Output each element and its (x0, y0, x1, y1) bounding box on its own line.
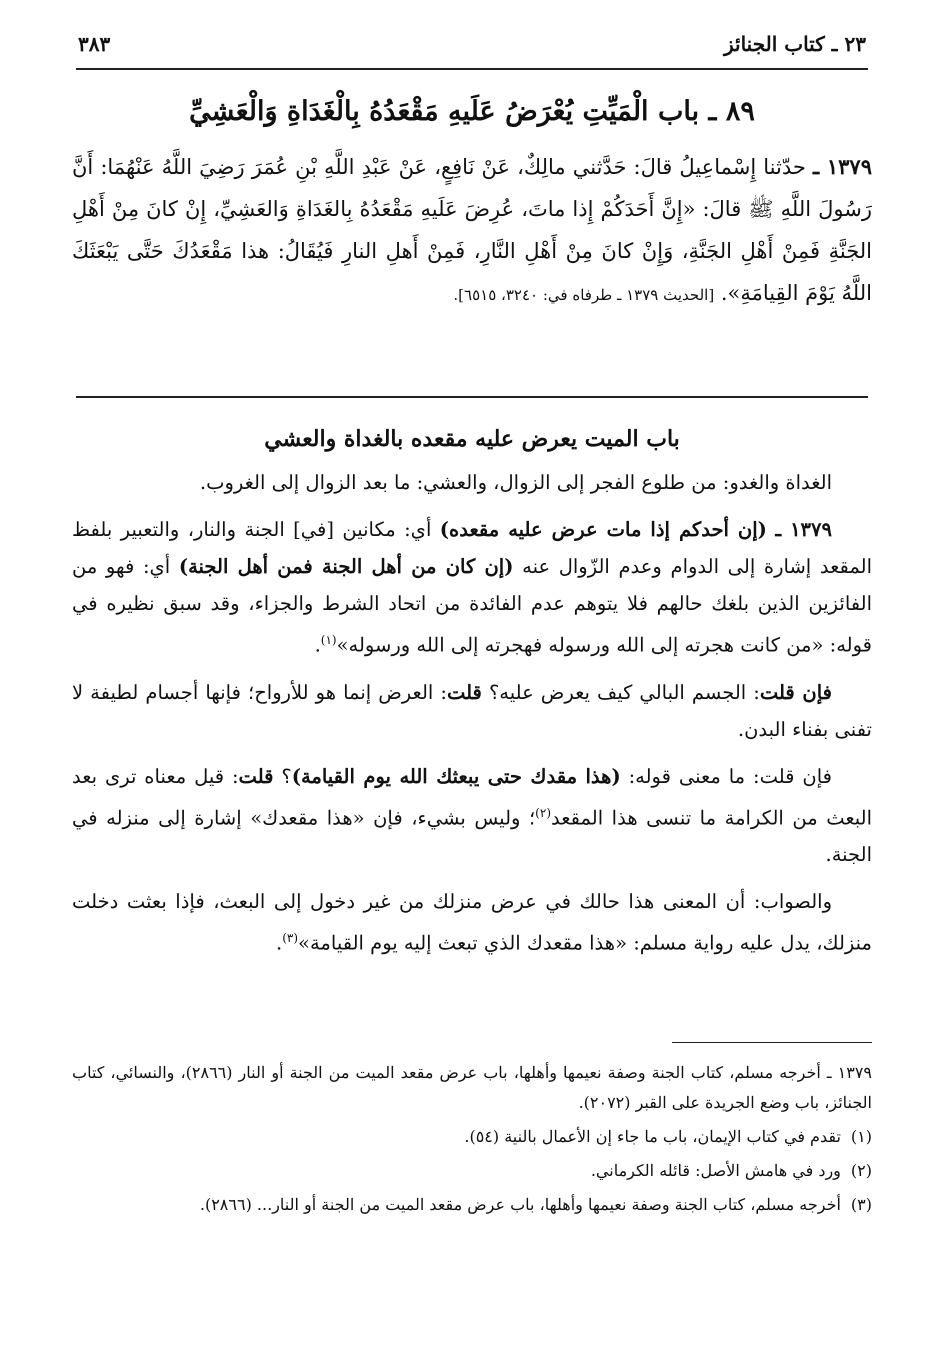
answer-label: قلت (238, 764, 274, 788)
commentary-text: أي: فهو من الفائزين الذين بلغك حالهم فلا يتوهم عدم الفائدة من اتحاد الشرط والجزاء، وقد سبق نظيره في قوله: «من كانت هجرته إلى الله ورسوله فهجرته إلى الله ورسوله» (72, 555, 872, 657)
commentary-paragraph-5 (72, 883, 872, 962)
footnote-marker: (٢) (535, 805, 551, 820)
running-header (78, 30, 866, 64)
punctuation: . (276, 931, 283, 955)
question-text: فإن قلت: ما معنى قوله: (620, 764, 832, 788)
hadith-cross-reference: [الحديث ١٣٧٩ ـ طرفاه في: ٣٢٤٠، ٦٥١٥]. (453, 286, 715, 304)
hadith-body: حدّثنا إِسْماعِيلُ قالَ: حَدَّثني مالِكٌ، عَنْ نَافِعٍ، عَنْ عَبْدِ اللَّهِ بْنِ عُمَرَ رَضِيَ اللَّهُ عَنْهُمَا: أَنَّ رَسُولَ اللَّهِ ﷺ قالَ: «إِنَّ أَحَدَكُمْ إِذا ماتَ، عُرِضَ عَلَيهِ مَقْعَدُهُ بِالغَدَاةِ وَالعَشِيِّ، إِنْ كانَ مِنْ أَهْلِ الجَنَّةِ فَمِنْ أَهْلِ الجَنَّةِ، وَإِنْ كانَ مِنْ أَهْلِ النَّارِ، فَمِنْ أَهلِ النارِ فَيُقَالُ: هذا مَقْعَدُكَ حَتَّى يَبْعَثَكَ اللَّهُ يَوْمَ القِيامَةِ». (72, 155, 872, 305)
answer-label: قلت (446, 680, 482, 704)
commentary-title: باب الميت يعرض عليه مقعده بالغداة والعشي (264, 426, 680, 452)
punctuation: . (314, 633, 321, 657)
footnote-text: تقدم في كتاب الإيمان، باب ما جاء إن الأعمال بالنية (٥٤). (464, 1127, 841, 1146)
commentary-text: أي: مكانين [في] الجنة والنار، والتعبير بلفظ المقعد إشارة إلى الدوام وعدم الزّوال عنه (72, 518, 873, 578)
footnote-marker: (١) (320, 633, 337, 647)
commentary-paragraph-3 (72, 674, 872, 748)
page-number: ٣٨٣ (78, 32, 111, 56)
chapter-title: ٨٩ ـ باب الْمَيِّتِ يُعْرَضُ عَلَيهِ مَقْعَدُهُ بِالْغَدَاةِ وَالْعَشِيِّ (189, 96, 755, 127)
footnote-item (72, 1122, 872, 1152)
commentary (72, 464, 872, 972)
answer-text: : قيل معناه ترى بعد البعث من الكرامة ما تنسى هذا المقعد (72, 764, 872, 829)
quoted-phrase: (هذا مقدك حتى يبعثك الله يوم القيامة) (291, 764, 621, 788)
book-title: ٢٣ ـ كتاب الجنائز (723, 32, 866, 56)
commentary-hadith-number: ١٣٧٩ ـ (775, 518, 832, 541)
punctuation: ؟ (273, 764, 292, 788)
footnote-item (72, 1156, 872, 1186)
footnote-item (72, 1190, 872, 1220)
hadith-text (72, 146, 872, 316)
commentary-paragraph-4 (72, 758, 872, 874)
section-divider (76, 396, 868, 398)
footnotes (72, 1058, 872, 1224)
footnote-text: ورد في هامش الأصل: قائله الكرماني. (590, 1161, 841, 1180)
footnote-number: (٢) (850, 1161, 872, 1180)
footnote-number: (١) (850, 1127, 872, 1146)
commentary-paragraph-1: الغداة والغدو: من طلوع الفجر إلى الزوال، والعشي: ما بعد الزوال إلى الغروب. (199, 471, 832, 494)
commentary-text: والصواب: أن المعنى هذا حالك في عرض منزلك من غير دخول إلى البعث، فإذا بعثت دخلت منزلك، يدل عليه رواية مسلم: «هذا مقعدك الذي تبعث إليه يوم القيامة» (72, 890, 872, 955)
hadith-footnote: ١٣٧٩ ـ أخرجه مسلم، كتاب الجنة وصفة نعيمها وأهلها، باب عرض مقعد الميت من الجنة أو النار (٢٨٦٦)، والنسائي، كتاب الجنائز، باب وضع الجريدة على القبر (٢٠٧٢). (72, 1063, 872, 1112)
question-text: : الجسم البالي كيف يعرض عليه؟ (481, 680, 760, 704)
commentary-paragraph-2 (72, 511, 872, 664)
header-rule (76, 68, 868, 70)
quoted-phrase: (إن كان من أهل الجنة فمن أهل الجنة) (178, 555, 514, 578)
commentary-text: ؛ وليس بشيء، فإن «هذا مقعدك» إشارة إلى منزله في الجنة. (72, 806, 872, 866)
footnote-text: أخرجه مسلم، كتاب الجنة وصفة نعيمها وأهلها، باب عرض مقعد الميت من الجنة أو النار... (٢٨٦٦). (199, 1195, 841, 1214)
quoted-phrase: (إن أحدكم إذا مات عرض عليه مقعده) (439, 518, 767, 541)
footnote-number: (٣) (850, 1195, 872, 1214)
footnote-rule (672, 1042, 872, 1043)
hadith-number: ١٣٧٩ ـ (812, 154, 872, 179)
question-label: فإن قلت (759, 680, 832, 704)
answer-text: : العرض إنما هو للأرواح؛ فإنها أجسام لطيفة لا تفنى بفناء البدن. (72, 680, 872, 741)
footnote-marker: (٣) (282, 931, 299, 945)
